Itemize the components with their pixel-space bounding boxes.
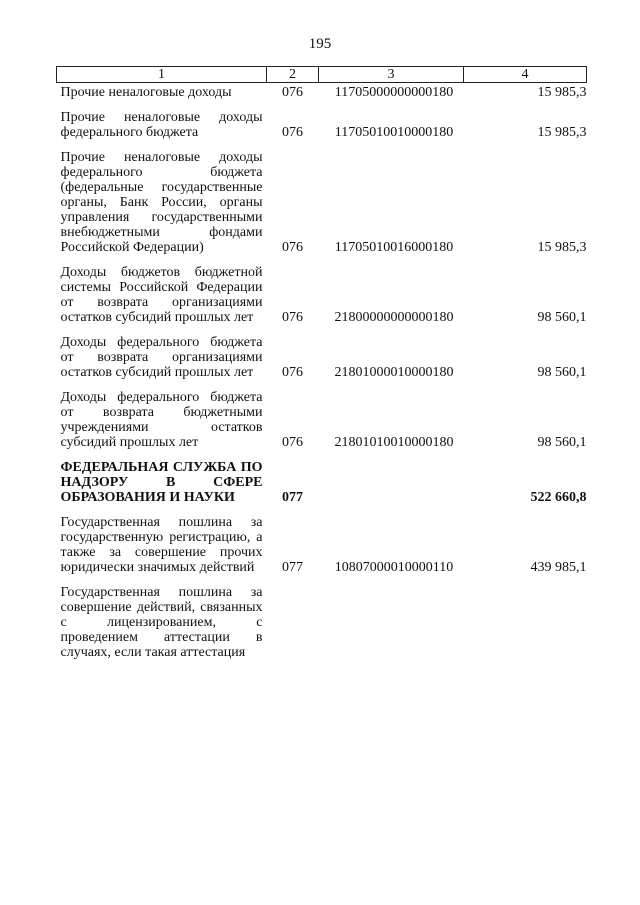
budget-classification-code: 10807000010000110 [334,560,454,575]
admin-code: 077 [282,490,303,505]
revenue-name: Доходы бюджетов бюджетной системы Российской Федерации от возврата организациями остатков субсидий прошлых лет [60,265,263,325]
amount: 15 985,3 [537,240,587,255]
amount: 98 560,1 [537,435,587,450]
table-row [57,110,587,140]
table-row [57,585,587,660]
revenue-name: Доходы федерального бюджета от возврата организациями остатков субсидий прошлых лет [60,335,263,380]
row-gap [57,140,587,150]
row-gap [57,255,587,265]
amount: 439 985,1 [530,560,587,575]
admin-code: 076 [282,85,303,100]
budget-classification-code: 11705000000000180 [334,85,454,100]
amount: 98 560,1 [537,365,587,380]
row-gap [57,325,587,335]
admin-code [267,585,319,660]
budget-classification-code: 21801010010000180 [334,435,454,450]
amount: 15 985,3 [537,125,587,140]
revenue-name: Доходы федерального бюджета от возврата бюджетными учреждениями остатков субсидий прошлых лет [60,390,263,450]
admin-code: 076 [282,365,303,380]
row-gap [57,450,587,460]
amount: 15 985,3 [537,85,587,100]
row-gap [57,505,587,515]
column-header-3: 3 [319,67,464,83]
admin-code: 076 [282,310,303,325]
amount: 522 660,8 [530,490,587,505]
revenue-name: Прочие неналоговые доходы федерального бюджета [60,110,263,140]
column-header-4: 4 [464,67,587,83]
budget-classification-code [319,585,464,660]
table-row [57,335,587,380]
revenue-name: Прочие неналоговые доходы федерального бюджета (федеральные государственные органы, Банк России, органы управления государственными внебюджетными фондами Российской Федерации) [60,150,263,255]
table-row [57,515,587,575]
revenue-name: Прочие неналоговые доходы [60,85,232,100]
budget-classification-code: 21801000010000180 [334,365,454,380]
row-gap [57,100,587,110]
column-header-2: 2 [267,67,319,83]
row-gap [57,575,587,585]
table-row [57,83,587,101]
admin-code: 076 [282,435,303,450]
column-number-header [57,67,587,83]
row-gap [57,380,587,390]
amount [464,585,587,660]
table-row [57,150,587,255]
table-row [57,265,587,325]
revenue-name: Государственная пошлина за совершение действий, связанных с лицензированием, с проведением аттестации в случаях, если такая аттестация [60,585,263,660]
admin-code: 076 [282,125,303,140]
budget-revenue-table [56,66,587,660]
page-number: 195 [308,36,332,52]
budget-classification-code: 21800000000000180 [334,310,454,325]
agency-name: ФЕДЕРАЛЬНАЯ СЛУЖБА ПО НАДЗОРУ В СФЕРЕ ОБРАЗОВАНИЯ И НАУКИ [60,460,263,505]
budget-classification-code: 11705010016000180 [334,240,454,255]
revenue-name: Государственная пошлина за государственную регистрацию, а также за совершение прочих юридически значимых действий [60,515,263,575]
table-row [57,390,587,450]
admin-code: 077 [282,560,303,575]
table-row-section-heading [57,460,587,505]
amount: 98 560,1 [537,310,587,325]
budget-classification-code [319,460,464,505]
budget-classification-code: 11705010010000180 [334,125,454,140]
admin-code: 076 [282,240,303,255]
column-header-1: 1 [57,67,267,83]
